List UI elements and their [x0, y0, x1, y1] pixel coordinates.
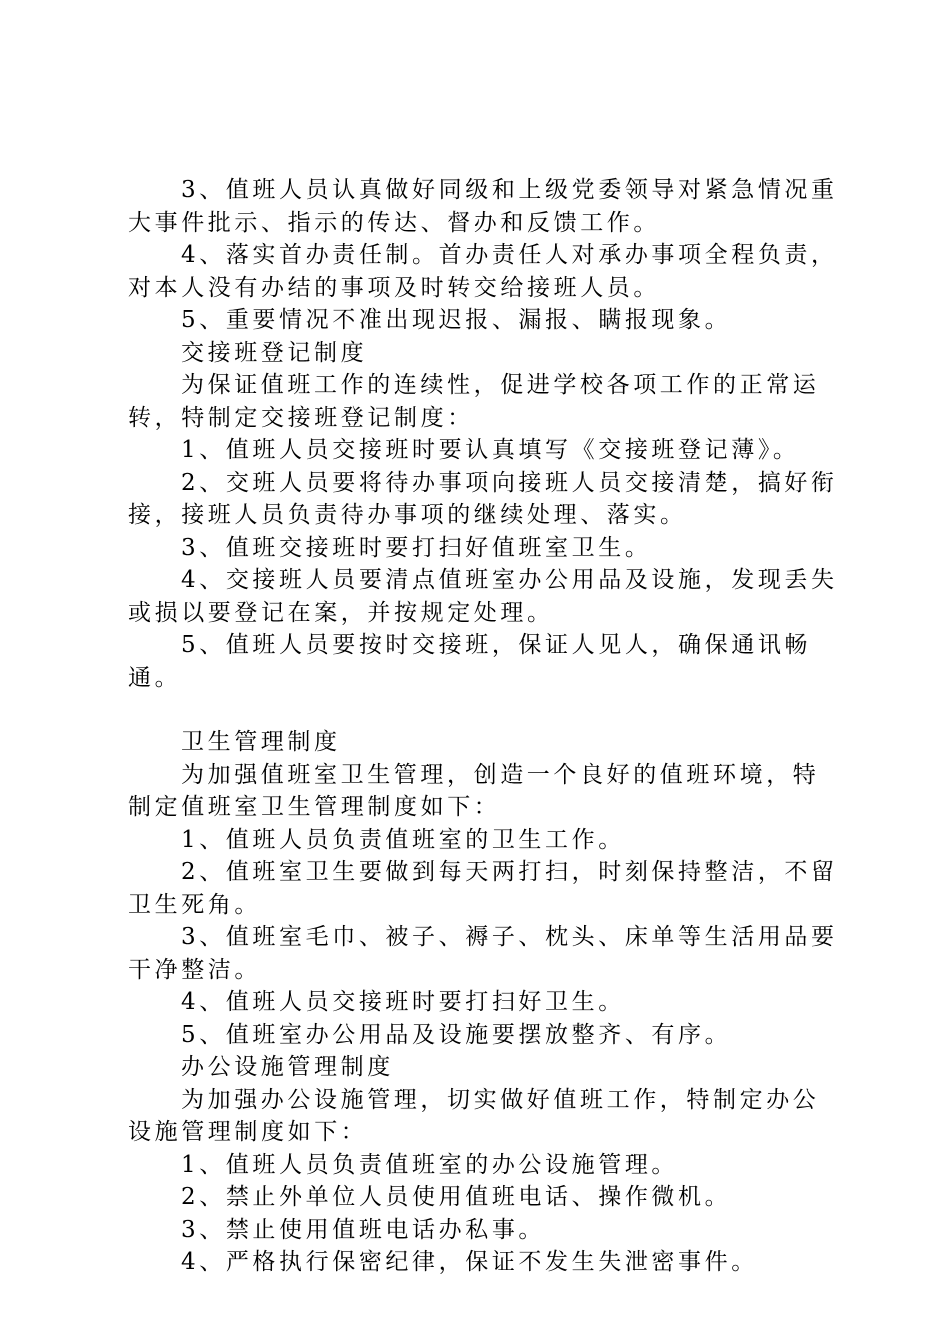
paragraph: 2、值班室卫生要做到每天两打扫，时刻保持整洁，不留卫生死角。 [128, 859, 838, 918]
paragraph: 4、值班人员交接班时要打扫好卫生。 [181, 989, 625, 1015]
paragraph: 3、值班人员认真做好同级和上级党委领导对紧急情况重大事件批示、指示的传达、督办和反馈工作。 [128, 177, 838, 236]
paragraph: 1、值班人员交接班时要认真填写《交接班登记薄》。 [181, 437, 800, 463]
section-heading-handover: 交接班登记制度 [181, 339, 368, 366]
paragraph: 4、交接班人员要清点值班室办公用品及设施，发现丢失或损以要登记在案，并按规定处理。 [128, 567, 838, 626]
paragraph: 3、值班室毛巾、被子、褥子、枕头、床单等生活用品要干净整洁。 [128, 924, 838, 983]
paragraph: 为保证值班工作的连续性，促进学校各项工作的正常运转，特制定交接班登记制度： [128, 372, 820, 431]
section-heading-office-facilities: 办公设施管理制度 [181, 1054, 394, 1080]
paragraph: 4、严格执行保密纪律，保证不发生失泄密事件。 [181, 1249, 758, 1275]
blank-line [128, 694, 838, 726]
paragraph: 2、交班人员要将待办事项向接班人员交接清楚，搞好衔接，接班人员负责待办事项的继续处理、落实。 [128, 469, 838, 528]
paragraph: 为加强值班室卫生管理，创造一个良好的值班环境，特制定值班室卫生管理制度如下： [128, 761, 820, 820]
paragraph: 为加强办公设施管理，切实做好值班工作，特制定办公设施管理制度如下： [128, 1086, 820, 1145]
document-body [128, 174, 838, 1279]
paragraph: 3、值班交接班时要打扫好值班室卫生。 [181, 534, 652, 561]
paragraph: 2、禁止外单位人员使用值班电话、操作微机。 [181, 1184, 732, 1210]
paragraph: 1、值班人员负责值班室的卫生工作。 [181, 826, 625, 853]
paragraph: 5、重要情况不准出现迟报、漏报、瞒报现象。 [181, 307, 732, 333]
paragraph: 3、禁止使用值班电话办私事。 [181, 1216, 546, 1243]
paragraph: 4、落实首办责任制。首办责任人对承办事项全程负责，对本人没有办结的事项及时转交给接班人员。 [128, 242, 838, 301]
paragraph: 5、值班室办公用品及设施要摆放整齐、有序。 [181, 1021, 732, 1048]
paragraph: 1、值班人员负责值班室的办公设施管理。 [181, 1151, 679, 1178]
paragraph: 5、值班人员要按时交接班，保证人见人，确保通讯畅通。 [128, 632, 812, 691]
section-heading-hygiene: 卫生管理制度 [181, 729, 341, 755]
